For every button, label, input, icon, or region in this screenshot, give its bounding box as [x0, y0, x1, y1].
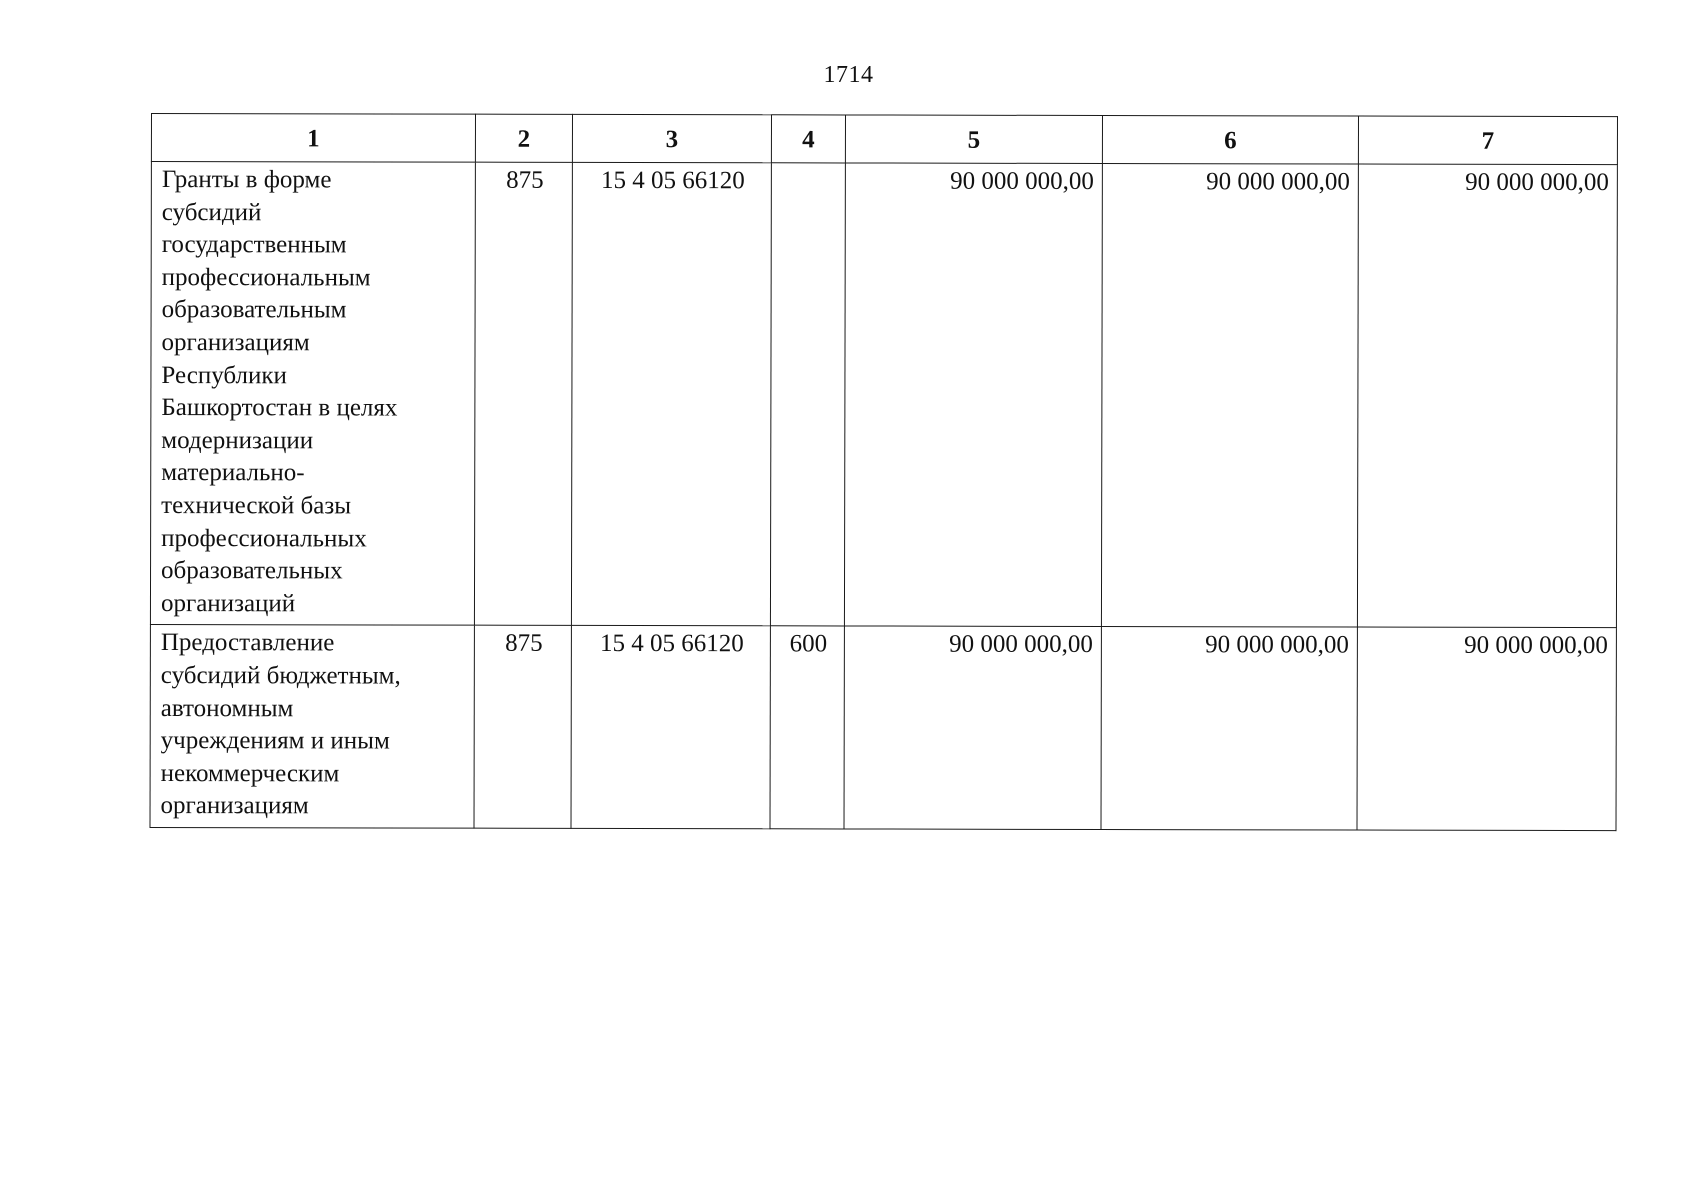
column-header-6: 6 — [1102, 115, 1358, 164]
ministry-code-cell: 875 — [474, 162, 572, 626]
column-header-2: 2 — [475, 114, 572, 162]
column-header-5: 5 — [845, 115, 1102, 164]
table-header-row — [151, 114, 1617, 165]
target-article-cell: 15 4 05 66120 — [571, 626, 770, 829]
expense-type-cell: 600 — [770, 626, 844, 829]
ministry-code-cell: 875 — [474, 625, 571, 828]
row-name-cell: Предоставление субсидий бюджетным, автономным учреждениям и иным некоммерческим организациям — [150, 625, 474, 828]
page-number: 1714 — [823, 62, 874, 88]
column-header-3: 3 — [572, 114, 771, 162]
amount-cell-col6: 90 000 000,00 — [1101, 163, 1358, 627]
amount-cell-col7: 90 000 000,00 — [1357, 627, 1616, 830]
row-name-cell: Гранты в форме субсидий государственным профессиональным образовательным организациям Республики Башкортостан в целях модернизации материально- технической базы профессиональных образовательных организаций — [150, 162, 475, 626]
amount-cell-col5: 90 000 000,00 — [844, 626, 1101, 829]
column-header-7: 7 — [1358, 116, 1617, 165]
column-header-4: 4 — [771, 115, 845, 163]
amount-cell-col7: 90 000 000,00 — [1357, 164, 1617, 628]
table-row — [150, 625, 1616, 831]
amount-cell-col5: 90 000 000,00 — [844, 163, 1102, 627]
budget-table — [150, 113, 1618, 831]
target-article-cell: 15 4 05 66120 — [571, 162, 771, 626]
table-row — [150, 162, 1617, 628]
expense-type-cell — [770, 163, 845, 626]
amount-cell-col6: 90 000 000,00 — [1101, 627, 1357, 830]
column-header-1: 1 — [151, 114, 475, 163]
